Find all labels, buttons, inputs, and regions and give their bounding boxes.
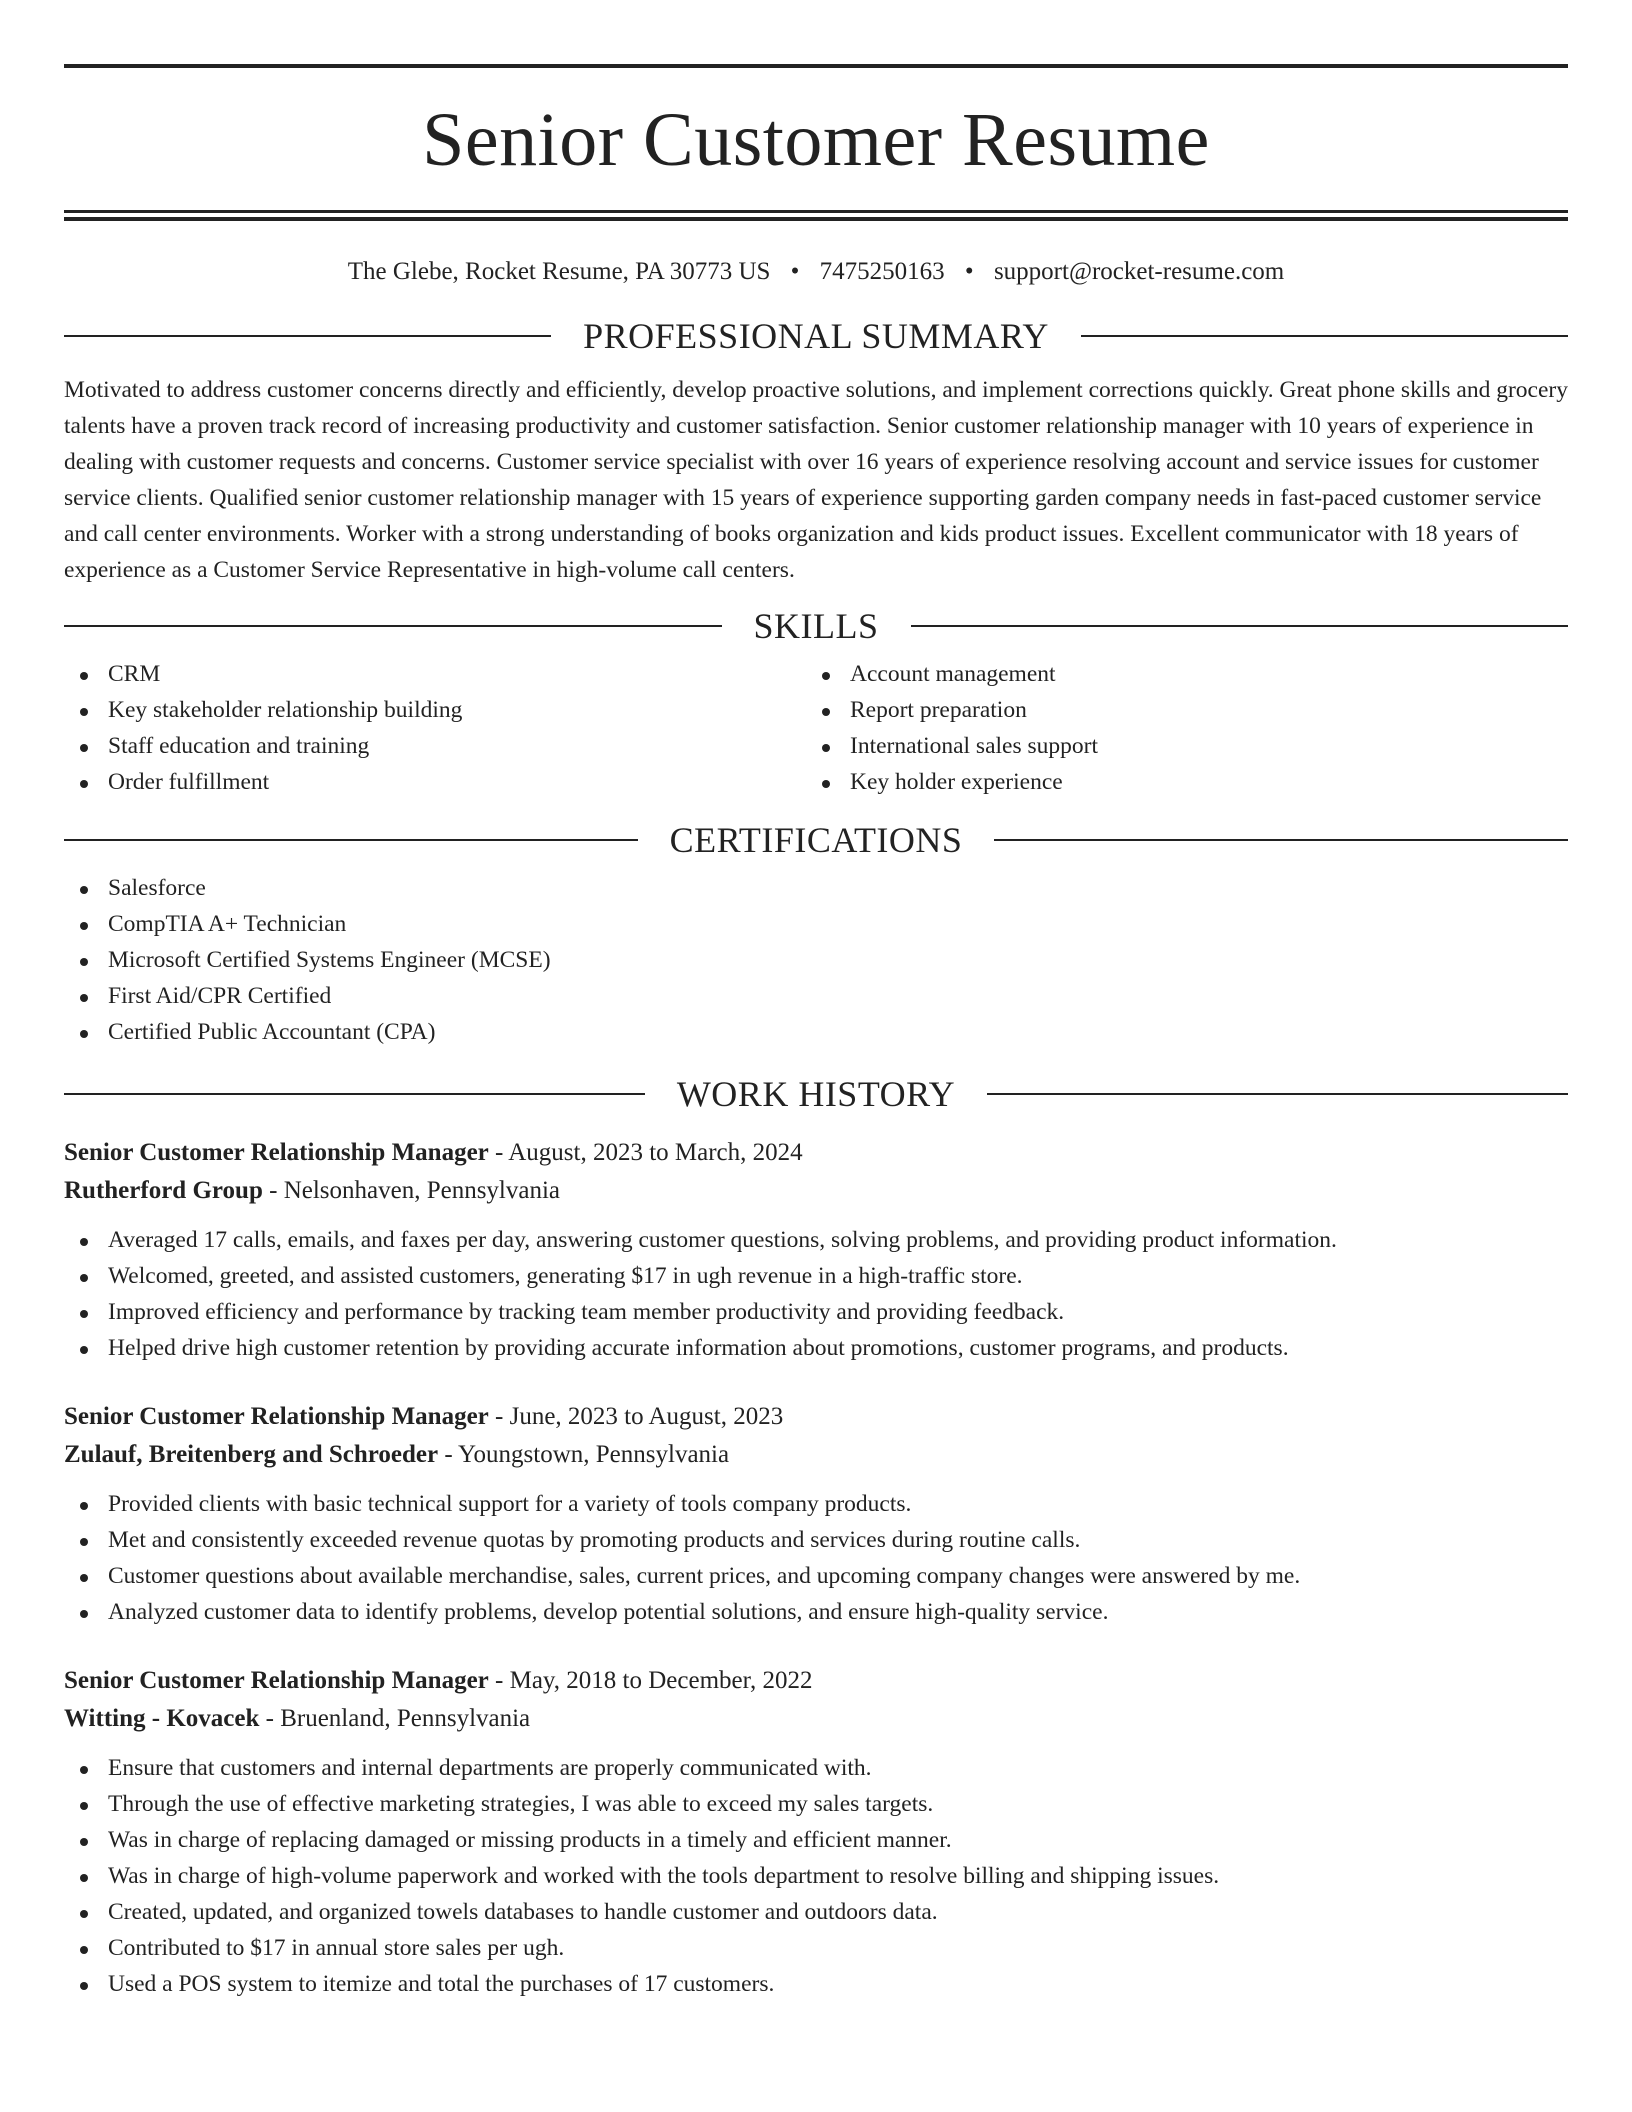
list-item: Salesforce	[64, 870, 1568, 906]
section-heading-summary	[64, 318, 1568, 354]
heading-rule-left	[64, 335, 551, 337]
summary-text: Motivated to address customer concerns directly and efficiently, develop proactive solutions, and implement corrections quickly. Great phone skills and grocery talents have a proven track record of increasing productivity and customer satisfaction. Senior customer relationship manager with 10 years of experience in dealing with customer requests and concerns. Customer service specialist with over 16 years of experience resolving account and service issues for customer service clients. Qualified senior customer relationship manager with 15 years of experience supporting garden company needs in fast-paced customer service and call center environments. Worker with a strong understanding of books organization and kids product issues. Excellent communicator with 18 years of experience as a Customer Service Representative in high-volume call centers.	[64, 377, 1568, 583]
job-title: Senior Customer Relationship Manager	[64, 1138, 489, 1166]
list-item: CRM	[64, 656, 806, 692]
resume-title: Senior Customer Resume	[422, 98, 1210, 182]
contact-line	[64, 259, 1568, 284]
job-dash: -	[444, 1440, 453, 1468]
list-item: Report preparation	[806, 692, 1548, 728]
list-item: Key holder experience	[806, 764, 1548, 800]
list-item: Ensure that customers and internal departments are properly communicated with.	[64, 1750, 1568, 1786]
list-item: Customer questions about available merchandise, sales, current prices, and upcoming company changes were answered by me.	[64, 1558, 1568, 1594]
job-location: Bruenland, Pennsylvania	[280, 1704, 531, 1732]
section-heading-work-history	[64, 1073, 1568, 1114]
list-item: Improved efficiency and performance by tracking team member productivity and providing feedback.	[64, 1294, 1568, 1330]
job-company-line	[64, 1700, 1568, 1738]
heading-rule-right	[1081, 335, 1568, 337]
job-dash: -	[265, 1704, 274, 1732]
list-item: Was in charge of high-volume paperwork and worked with the tools department to resolve billing and shipping issues.	[64, 1858, 1568, 1894]
job-dates: May, 2018 to December, 2022	[509, 1666, 813, 1694]
list-item: CompTIA A+ Technician	[64, 906, 1568, 942]
job-bullets	[64, 1750, 1568, 2002]
list-item: Was in charge of replacing damaged or missing products in a timely and efficient manner.	[64, 1822, 1568, 1858]
list-item: Helped drive high customer retention by providing accurate information about promotions, customer programs, and products.	[64, 1330, 1568, 1366]
job-title: Senior Customer Relationship Manager	[64, 1402, 489, 1430]
heading-rule-left	[64, 625, 722, 627]
certifications-list	[64, 870, 1568, 1050]
contact-phone: 7475250163	[819, 258, 945, 285]
resume-page	[64, 0, 1568, 2002]
section-title: WORK HISTORY	[676, 1073, 956, 1114]
section-title: CERTIFICATIONS	[669, 819, 963, 860]
job-dash: -	[269, 1176, 278, 1204]
list-item: First Aid/CPR Certified	[64, 978, 1568, 1014]
section-heading-certifications	[64, 819, 1568, 860]
job-title-line	[64, 1662, 1568, 1700]
contact-address: The Glebe, Rocket Resume, PA 30773 US	[347, 258, 771, 285]
job-company-line	[64, 1172, 1568, 1210]
list-item: Met and consistently exceeded revenue quotas by promoting products and services during routine calls.	[64, 1522, 1568, 1558]
contact-email: support@rocket-resume.com	[993, 258, 1285, 285]
list-item: Microsoft Certified Systems Engineer (MCSE)	[64, 942, 1568, 978]
list-item: Certified Public Accountant (CPA)	[64, 1014, 1568, 1050]
job-dates: June, 2023 to August, 2023	[509, 1402, 784, 1430]
contact-separator: •	[964, 258, 974, 285]
job-company: Zulauf, Breitenberg and Schroeder	[64, 1440, 439, 1468]
section-title: PROFESSIONAL SUMMARY	[583, 316, 1049, 356]
list-item: Welcomed, greeted, and assisted customers, generating $17 in ugh revenue in a high-traffic store.	[64, 1258, 1568, 1294]
list-item: Provided clients with basic technical support for a variety of tools company products.	[64, 1486, 1568, 1522]
job-title-line	[64, 1398, 1568, 1436]
job-dash: -	[495, 1666, 504, 1694]
skills-column-left	[64, 656, 806, 800]
list-item: Averaged 17 calls, emails, and faxes per day, answering customer questions, solving problems, and providing product information.	[64, 1222, 1568, 1258]
list-item: Order fulfillment	[64, 764, 806, 800]
contact-separator: •	[790, 258, 800, 285]
list-item: Staff education and training	[64, 728, 806, 764]
heading-rule-left	[64, 839, 638, 841]
heading-rule-right	[994, 839, 1568, 841]
top-rule	[64, 64, 1568, 68]
title-double-rule	[64, 210, 1568, 221]
job-entry	[64, 1134, 1568, 1366]
list-item: Contributed to $17 in annual store sales per ugh.	[64, 1930, 1568, 1966]
heading-rule-left	[64, 1093, 645, 1095]
job-location: Youngstown, Pennsylvania	[458, 1440, 730, 1468]
heading-rule-right	[911, 625, 1569, 627]
job-location: Nelsonhaven, Pennsylvania	[283, 1176, 561, 1204]
section-title: SKILLS	[753, 605, 879, 646]
job-title-line	[64, 1134, 1568, 1172]
job-dash: -	[495, 1138, 504, 1166]
list-item: Created, updated, and organized towels databases to handle customer and outdoors data.	[64, 1894, 1568, 1930]
job-entry	[64, 1398, 1568, 1630]
job-company-line	[64, 1436, 1568, 1474]
job-bullets	[64, 1486, 1568, 1630]
job-company: Witting - Kovacek	[64, 1704, 260, 1732]
skills-list	[64, 656, 1568, 800]
list-item: Used a POS system to itemize and total the purchases of 17 customers.	[64, 1966, 1568, 2002]
list-item: International sales support	[806, 728, 1548, 764]
job-company: Rutherford Group	[64, 1176, 263, 1204]
job-bullets	[64, 1222, 1568, 1366]
job-dash: -	[495, 1402, 504, 1430]
list-item: Account management	[806, 656, 1548, 692]
heading-rule-right	[987, 1093, 1568, 1095]
job-entry	[64, 1662, 1568, 2002]
list-item: Through the use of effective marketing strategies, I was able to exceed my sales targets.	[64, 1786, 1568, 1822]
section-heading-skills	[64, 605, 1568, 646]
job-title: Senior Customer Relationship Manager	[64, 1666, 489, 1694]
list-item: Key stakeholder relationship building	[64, 692, 806, 728]
list-item: Analyzed customer data to identify problems, develop potential solutions, and ensure high-quality service.	[64, 1594, 1568, 1630]
job-dates: August, 2023 to March, 2024	[508, 1138, 803, 1166]
skills-column-right	[806, 656, 1548, 800]
